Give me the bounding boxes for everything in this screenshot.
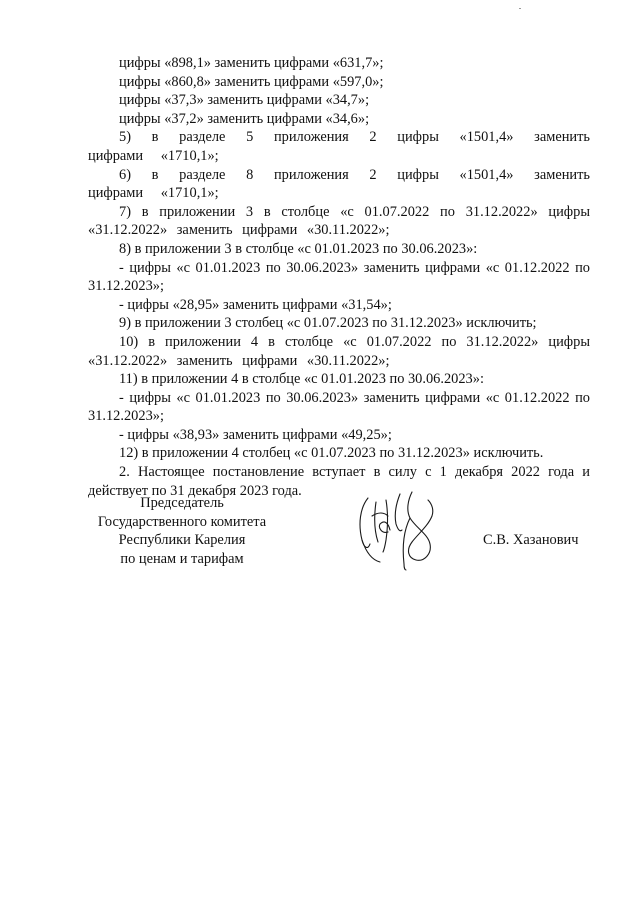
paragraph-item: цифры «37,3» заменить цифрами «34,7»; bbox=[119, 92, 370, 109]
paragraph-item: 10) в приложении 4 в столбце «с 01.07.2022 по 31.12.2022» цифры «31.12.2022» заменить цифрами «30.11.2022»; bbox=[88, 333, 590, 369]
signer-name: С.В. Хазанович bbox=[483, 532, 579, 548]
paragraph-item: 8) в приложении 3 в столбце «с 01.01.2023 по 30.06.2023»: bbox=[119, 240, 478, 257]
paragraph-item: 7) в приложении 3 в столбце «с 01.07.2022 по 31.12.2022» цифры «31.12.2022» заменить цифрами «30.11.2022»; bbox=[88, 203, 590, 239]
paragraph-item: цифры «860,8» заменить цифрами «597,0»; bbox=[119, 73, 384, 90]
paragraph-item: цифры «37,2» заменить цифрами «34,6»; bbox=[119, 110, 370, 127]
paragraph-item: - цифры «38,93» заменить цифрами «49,25»; bbox=[119, 426, 392, 443]
signature-block bbox=[0, 494, 640, 594]
signer-position-line: Республики Карелия bbox=[118, 532, 246, 549]
paragraph-item: 6) в разделе 8 приложения 2 цифры «1501,4» заменить цифрами «1710,1»; bbox=[88, 166, 590, 202]
signer-position-line: Государственного комитета bbox=[97, 513, 267, 530]
paragraph-item: 11) в приложении 4 в столбце «с 01.01.2023 по 30.06.2023»: bbox=[119, 371, 484, 388]
document-body bbox=[88, 54, 590, 500]
paragraph-item: 12) в приложении 4 столбец «с 01.07.2023 по 31.12.2023» исключить. bbox=[119, 445, 544, 462]
scan-artifact bbox=[519, 8, 521, 9]
signer-position bbox=[82, 494, 282, 568]
handwritten-signature bbox=[350, 490, 450, 572]
paragraph-item: цифры «898,1» заменить цифрами «631,7»; bbox=[119, 55, 384, 71]
paragraph-item: 9) в приложении 3 столбец «с 01.07.2023 по 31.12.2023» исключить; bbox=[119, 315, 537, 332]
paragraph-item: 2. Настоящее постановление вступает в силу с 1 декабря 2022 года и действует по 31 декабря 2023 года. bbox=[88, 464, 590, 499]
paragraph-item: - цифры «с 01.01.2023 по 30.06.2023» заменить цифрами «с 01.12.2022 по 31.12.2023»; bbox=[88, 389, 590, 425]
paragraph-item: - цифры «с 01.01.2023 по 30.06.2023» заменить цифрами «с 01.12.2022 по 31.12.2023»; bbox=[88, 259, 590, 295]
signer-position-line: Председатель bbox=[140, 495, 224, 511]
paragraph-item: 5) в разделе 5 приложения 2 цифры «1501,4» заменить цифрами «1710,1»; bbox=[88, 129, 590, 164]
signer-position-line: по ценам и тарифам bbox=[120, 550, 244, 567]
paragraph-item: - цифры «28,95» заменить цифрами «31,54»; bbox=[119, 296, 392, 313]
